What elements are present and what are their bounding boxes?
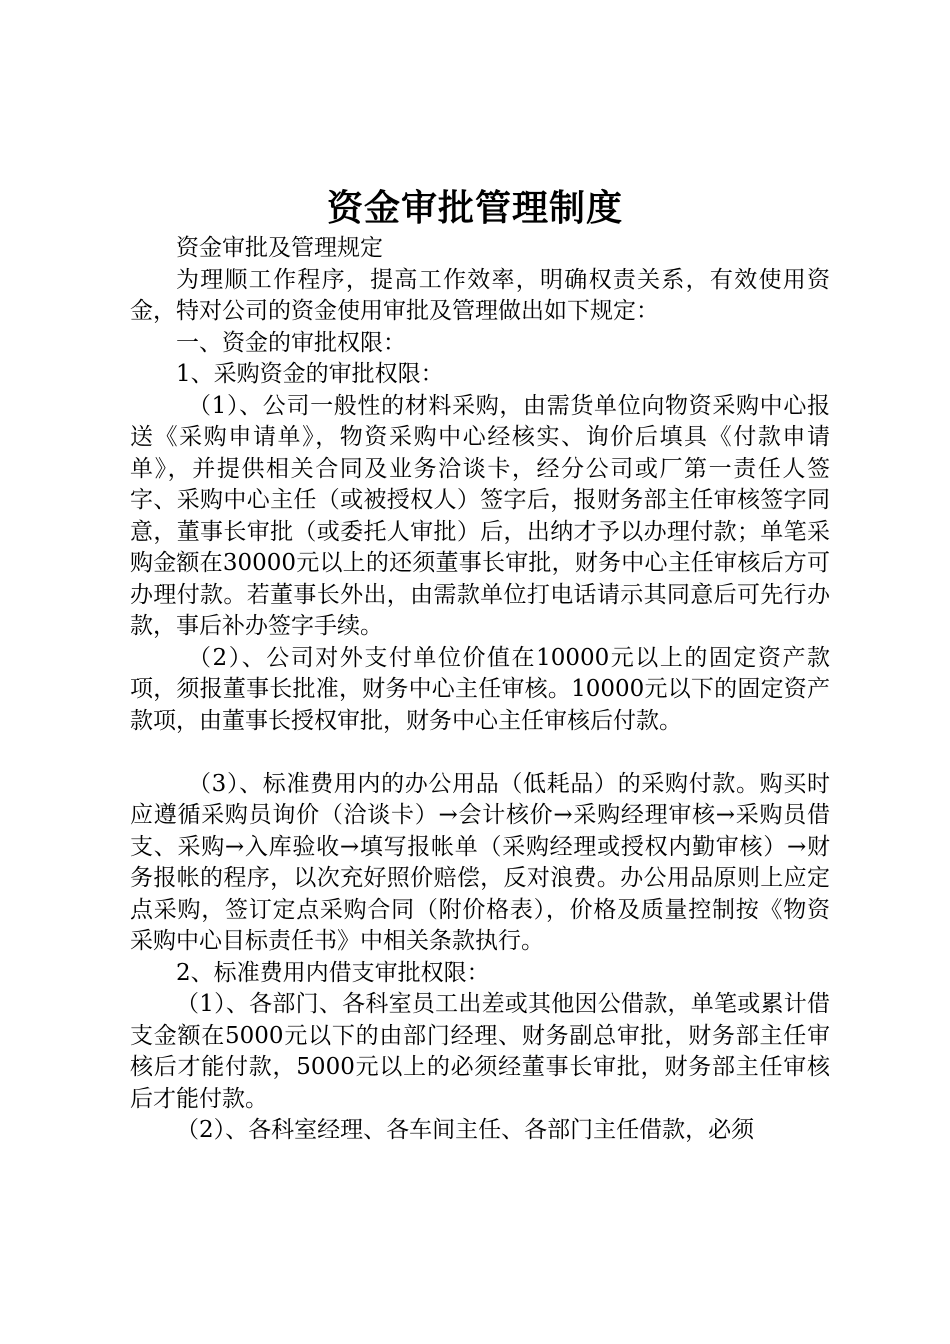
clause-purchase-1: （1）、公司一般性的材料采购，由需货单位向物资采购中心报送《采购申请单》，物资采购中心经核实、询价后填具《付款申请单》，并提供相关合同及业务洽谈卡，经分公司或厂第一责任人签字、采购中心主任（或被授权人）签字后，报财务部主任审核签字同意，董事长审批（或委托人审批）后，出纳才予以办理付款；单笔采购金额在30000元以上的还须董事长审批，财务中心主任审核后方可办理付款。若董事长外出，由需款单位打电话请示其同意后可先行办款，事后补办签字手续。 — [130, 392, 830, 639]
paragraph-subtitle: 资金审批及管理规定 — [176, 235, 383, 261]
clause-borrowing-1: （1）、各部门、各科室员工出差或其他因公借款，单笔或累计借支金额在5000元以下的由部门经理、财务副总审批，财务部主任审核后才能付款，5000元以上的必须经董事长审批，财务部主任审核后才能付款。 — [130, 991, 830, 1112]
document-body — [130, 233, 830, 1147]
clause-purchase-2: （2）、公司对外支付单位价值在10000元以上的固定资产款项，须报董事长批准，财务中心主任审核。10000元以下的固定资产款项，由董事长授权审批，财务中心主任审核后付款。 — [130, 644, 830, 734]
document-title: 资金审批管理制度 — [326, 187, 623, 229]
clause-borrowing-2: （2）、各科室经理、各车间主任、各部门主任借款，必须 — [176, 1117, 755, 1143]
clause-purchase-3: （3）、标准费用内的办公用品（低耗品）的采购付款。购买时应遵循采购员询价（洽谈卡）→会计核价→采购经理审核→采购员借支、采购→入库验收→填写报帐单（采购经理或授权内勤审核）→财务报帐的程序，以次充好照价赔偿，反对浪费。办公用品原则上应定点采购，签订定点采购合同（附价格表），价格及质量控制按《物资采购中心目标责任书》中相关条款执行。 — [130, 770, 830, 954]
section-heading-approval-authority: 一、资金的审批权限： — [176, 329, 406, 356]
paragraph-intro: 为理顺工作程序，提高工作效率，明确权责关系，有效使用资金，特对公司的资金使用审批及管理做出如下规定： — [130, 266, 830, 324]
subsection-heading-purchase-funds: 1、采购资金的审批权限： — [176, 361, 444, 387]
subsection-heading-borrowing: 2、标准费用内借支审批权限： — [176, 959, 490, 986]
